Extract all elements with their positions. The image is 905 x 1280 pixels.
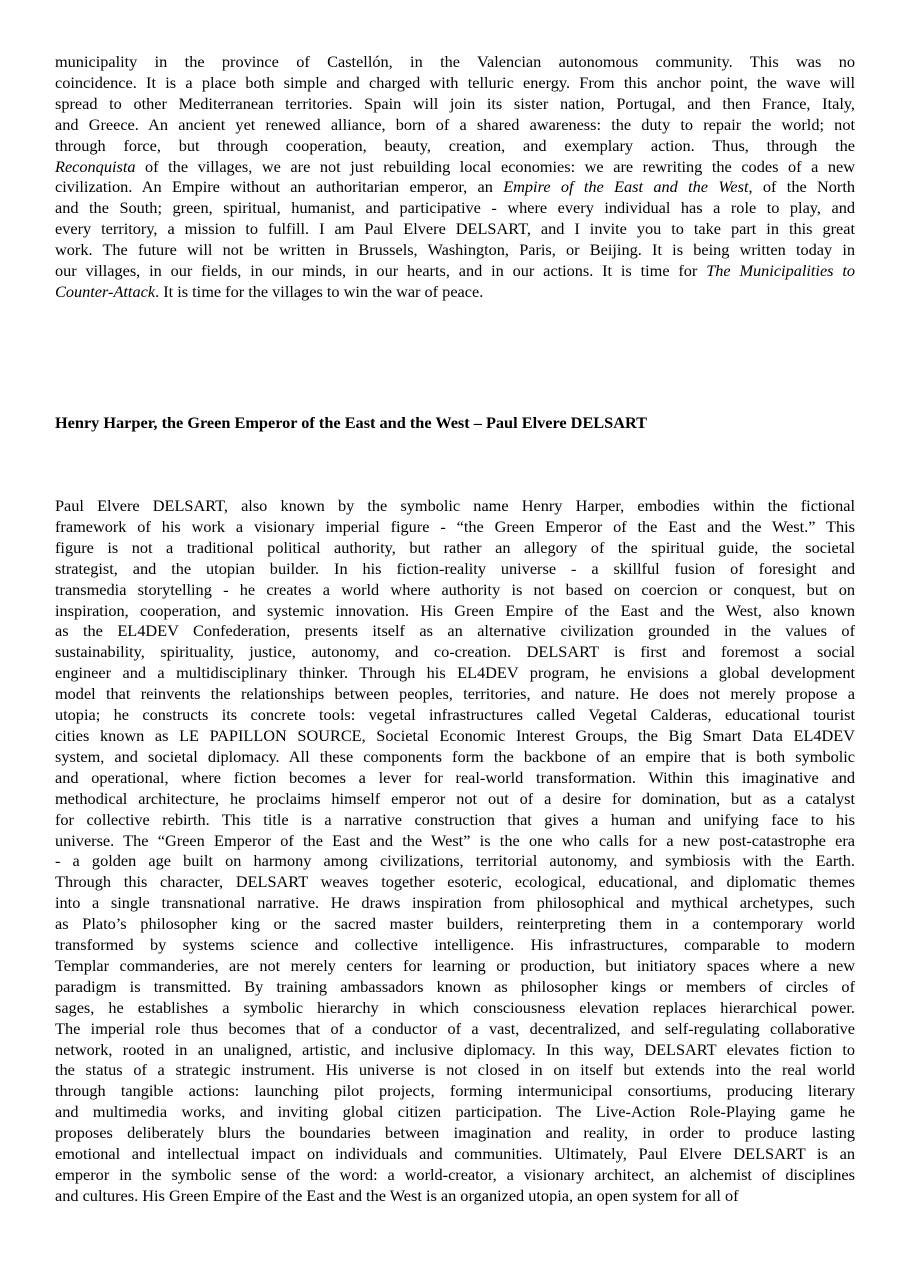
text-run: work. The future will not be written in Brussels, Washington, Paris, or Beijing. It is being written today in bbox=[55, 240, 855, 260]
text-line: The imperial role thus becomes that of a conductor of a vast, decentralized, and self-regulating collaborative bbox=[55, 1018, 855, 1038]
text-line: utopia; he constructs its concrete tools: vegetal infrastructures called Vegetal Calderas, educational tourist bbox=[55, 705, 855, 725]
text-run: and Greece. An ancient yet renewed alliance, born of a shared awareness: the duty to repair the world; not bbox=[55, 114, 855, 134]
text-line: Paul Elvere DELSART, also known by the symbolic name Henry Harper, embodies within the fictional bbox=[55, 496, 855, 515]
text-line: network, rooted in an unaligned, artistic, and inclusive diplomacy. In this way, DELSART elevates fiction to bbox=[55, 1039, 855, 1059]
text-line: universe. The “Green Emperor of the East and the West” is the one who calls for a new post-catastrophe era bbox=[55, 830, 855, 850]
text-line: emperor in the symbolic sense of the word: a world-creator, a visionary architect, an alchemist of disciplines bbox=[55, 1165, 855, 1184]
text-line bbox=[55, 261, 855, 282]
text-line: the status of a strategic instrument. His universe is not closed in on itself but extends into the real world bbox=[55, 1060, 855, 1080]
text-run: of the villages, we are not just rebuilding local economies: we are rewriting the codes of a new bbox=[135, 156, 855, 176]
text-line: engineer and a multidisciplinary thinker. Through his EL4DEV program, he envisions a global development bbox=[55, 663, 855, 683]
text-line bbox=[55, 240, 855, 261]
text-line bbox=[55, 94, 855, 115]
text-line bbox=[55, 115, 855, 136]
text-line bbox=[55, 157, 855, 178]
italic-text-run: The Municipalities to bbox=[706, 261, 856, 281]
text-line bbox=[55, 136, 855, 157]
italic-text-run: Empire of the East and the West bbox=[503, 177, 749, 197]
biography-paragraph bbox=[55, 496, 855, 1207]
text-line: methodical architecture, he proclaims himself emperor not out of a desire for domination, but as a catalyst bbox=[55, 788, 855, 808]
text-line: transmedia storytelling - he creates a world where authority is not based on coercion or conquest, but on bbox=[55, 579, 855, 599]
text-line: strategist, and the utopian builder. In his fiction-reality universe - a skillful fusion of foresight and bbox=[55, 558, 855, 578]
text-line: system, and societal diplomacy. All these components form the backbone of an empire that is both symbolic bbox=[55, 746, 855, 766]
text-run: civilization. An Empire without an authoritarian emperor, an bbox=[55, 177, 504, 197]
text-run: and the South; green, spiritual, humanist, and participative - where every individual has a role to play, and bbox=[55, 198, 855, 218]
text-line bbox=[55, 219, 855, 240]
text-line: framework of his work a visionary imperial figure - “the Green Emperor of the East and the West.” This bbox=[55, 516, 855, 536]
text-line bbox=[55, 198, 855, 219]
text-line: for collective rebirth. This title is a narrative construction that gives a human and unifying face to his bbox=[55, 809, 855, 829]
text-run: through force, but through cooperation, beauty, creation, and exemplary action. Thus, through the bbox=[55, 135, 855, 155]
text-run: coincidence. It is a place both simple and charged with telluric energy. From this anchor point, the wave will bbox=[55, 72, 855, 92]
text-line: through tangible actions: launching pilot projects, forming intermunicipal consortiums, producing literary bbox=[55, 1081, 855, 1101]
section-heading: Henry Harper, the Green Emperor of the East and the West – Paul Elvere DELSART bbox=[55, 413, 648, 432]
intro-paragraph bbox=[55, 52, 855, 303]
text-line bbox=[55, 52, 855, 73]
text-line: model that reinvents the relationships between peoples, territories, and nature. He does not merely propose a bbox=[55, 684, 855, 704]
text-line: and cultures. His Green Empire of the East and the West is an organized utopia, an open system for all of bbox=[55, 1185, 739, 1205]
text-line: proposes deliberately blurs the boundaries between imagination and reality, in order to produce lasting bbox=[55, 1123, 855, 1143]
text-line: and multimedia works, and inviting global citizen participation. The Live-Action Role-Playing game he bbox=[55, 1102, 855, 1122]
italic-text-run: Reconquista bbox=[55, 156, 136, 176]
text-run: every territory, a mission to fulfill. I am Paul Elvere DELSART, and I invite you to take part in this great bbox=[55, 219, 855, 239]
text-line: emotional and intellectual impact on individuals and communities. Ultimately, Paul Elvere DELSART is an bbox=[55, 1144, 855, 1164]
text-line: into a single transnational narrative. He draws inspiration from philosophical and mythical archetypes, such bbox=[55, 893, 855, 913]
text-line: and operational, where fiction becomes a lever for real-world transformation. Within this imaginative and bbox=[55, 767, 855, 787]
text-line bbox=[55, 282, 855, 303]
text-line bbox=[55, 73, 855, 94]
text-line: Templar commanderies, are not merely centers for learning or production, but initiatory spaces where a new bbox=[55, 955, 855, 975]
italic-text-run: Counter-Attack bbox=[55, 281, 156, 301]
text-line: cities known as LE PAPILLON SOURCE, Societal Economic Interest Groups, the Big Smart Data EL4DEV bbox=[55, 725, 855, 745]
text-line: inspiration, cooperation, and systemic innovation. His Green Empire of the East and the West, also known bbox=[55, 600, 855, 620]
text-line bbox=[55, 177, 855, 198]
text-line: - a golden age built on harmony among civilizations, territorial autonomy, and symbiosis with the Earth. bbox=[55, 851, 855, 871]
text-line: figure is not a traditional political authority, but rather an allegory of the spiritual guide, the societal bbox=[55, 537, 855, 557]
text-line: sages, he establishes a symbolic hierarchy in which consciousness elevation replaces hierarchical power. bbox=[55, 997, 855, 1017]
text-line: Through this character, DELSART weaves together esoteric, ecological, educational, and diplomatic themes bbox=[55, 872, 855, 892]
text-run: spread to other Mediterranean territories. Spain will join its sister nation, Portugal, and then France, Italy, bbox=[55, 93, 855, 113]
text-line: as the EL4DEV Confederation, presents itself as an alternative civilization grounded in the values of bbox=[55, 621, 855, 641]
text-run: , of the North bbox=[748, 177, 856, 197]
text-line: sustainability, spirituality, justice, autonomy, and co-creation. DELSART is first and foremost a social bbox=[55, 642, 855, 662]
text-line: as Plato’s philosopher king or the sacred master builders, reinterpreting them in a contemporary world bbox=[55, 914, 855, 934]
text-run: . It is time for the villages to win the war of peace. bbox=[155, 281, 484, 301]
text-run: our villages, in our fields, in our minds, in our hearts, and in our actions. It is time for bbox=[55, 261, 707, 281]
text-line: paradigm is transmitted. By training ambassadors known as philosopher kings or members of circles of bbox=[55, 976, 855, 996]
text-line: transformed by systems science and collective intelligence. His infrastructures, comparable to modern bbox=[55, 935, 855, 955]
text-run: municipality in the province of Castellón, in the Valencian autonomous community. This was no bbox=[55, 52, 855, 71]
